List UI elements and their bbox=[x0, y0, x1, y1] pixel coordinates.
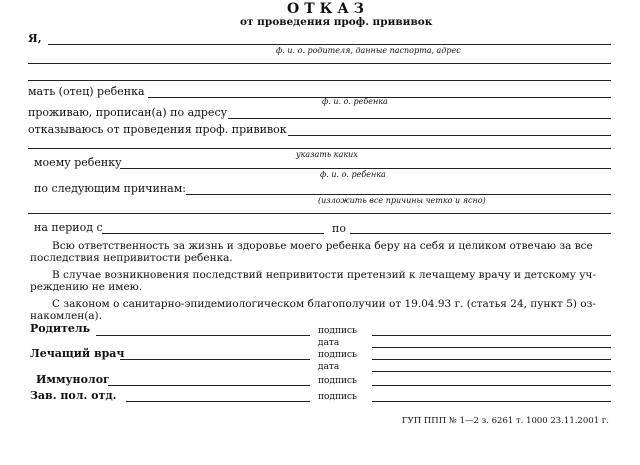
doctor-signature-line[interactable] bbox=[372, 359, 611, 360]
immunologist-name-line[interactable] bbox=[108, 385, 310, 386]
specify-hint: указать каких bbox=[296, 150, 358, 159]
parent-date-line[interactable] bbox=[372, 347, 611, 348]
period-to-label: по bbox=[332, 222, 346, 235]
print-imprint: ГУП ППП № 1—2 з. 6261 т. 1000 23.11.2001 г. bbox=[402, 416, 609, 426]
law-text-1: С законом о санитарно-эпидемиологическом благополучии от 19.04.93 г. (статья 24, пункт 5) оз- bbox=[52, 298, 596, 310]
ya-line[interactable] bbox=[48, 44, 611, 45]
period-label: на период с bbox=[34, 221, 103, 234]
residing-label: проживаю, прописан(а) по адресу bbox=[28, 106, 228, 119]
parent-signature-label: подпись bbox=[318, 326, 357, 336]
parent-date-label: дата bbox=[318, 338, 340, 348]
form-title: ОТКАЗ bbox=[287, 1, 369, 17]
refuse-line[interactable] bbox=[288, 135, 611, 136]
law-text-2: накомлен(а). bbox=[30, 310, 102, 322]
reasons-label: по следующим причинам: bbox=[34, 182, 187, 195]
immunologist-signature-label: подпись bbox=[318, 376, 357, 386]
period-from-line[interactable] bbox=[102, 233, 324, 234]
child-hint-2: ф. и. о. ребенка bbox=[320, 170, 386, 179]
department-head-signature-line[interactable] bbox=[372, 401, 611, 402]
doctor-name-line[interactable] bbox=[120, 359, 310, 360]
responsibility-text-2: последствия непривитости ребенка. bbox=[30, 252, 233, 264]
parent-label: Родитель bbox=[30, 322, 91, 335]
reasons-hint: (изложить все причины четко и ясно) bbox=[318, 196, 486, 205]
reasons-line-1[interactable] bbox=[186, 194, 611, 195]
immunologist-label: Иммунолог bbox=[36, 373, 110, 386]
parent-line-3[interactable] bbox=[28, 80, 611, 81]
reasons-line-2[interactable] bbox=[28, 213, 611, 214]
my-child-line[interactable] bbox=[120, 168, 611, 169]
parent-name-line[interactable] bbox=[96, 335, 310, 336]
my-child-label: моему ребенку bbox=[34, 156, 122, 169]
mother-father-label: мать (отец) ребенка bbox=[28, 85, 145, 98]
doctor-signature-label: подпись bbox=[318, 350, 357, 360]
residing-line[interactable] bbox=[228, 118, 611, 119]
refuse-label: отказываюсь от проведения проф. прививок bbox=[28, 123, 287, 136]
form-subtitle: от проведения проф. прививок bbox=[240, 16, 433, 28]
claims-text-1: В случае возникновения последствий непривитости претензий к лечащему врачу и детскому уч- bbox=[52, 269, 596, 281]
parent-signature-line[interactable] bbox=[372, 335, 611, 336]
immunologist-signature-line[interactable] bbox=[372, 385, 611, 386]
doctor-date-label: дата bbox=[318, 362, 340, 372]
vaccines-line[interactable] bbox=[28, 148, 611, 149]
parent-hint: ф. и. о. родителя, данные паспорта, адрес bbox=[276, 46, 461, 55]
doctor-date-line[interactable] bbox=[372, 371, 611, 372]
department-head-name-line[interactable] bbox=[126, 401, 310, 402]
claims-text-2: реждению не имею. bbox=[30, 281, 143, 293]
parent-line-2[interactable] bbox=[28, 63, 611, 64]
ya-label: Я, bbox=[28, 32, 42, 45]
department-head-label: Зав. пол. отд. bbox=[30, 389, 117, 402]
responsibility-text-1: Всю ответственность за жизнь и здоровье моего ребенка беру на себя и целиком отвечаю за все bbox=[52, 240, 593, 252]
child-hint: ф. и. о. ребенка bbox=[322, 97, 388, 106]
department-head-signature-label: подпись bbox=[318, 392, 357, 402]
doctor-label: Лечащий врач bbox=[30, 347, 125, 360]
period-to-line[interactable] bbox=[350, 233, 611, 234]
